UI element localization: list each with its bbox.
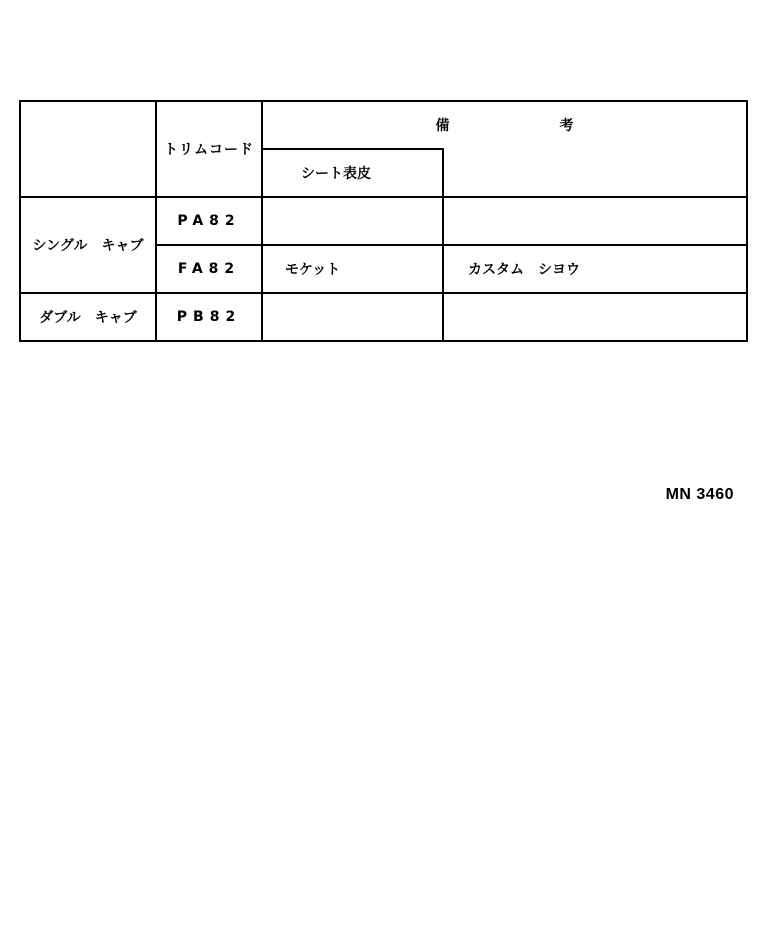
table-row <box>20 197 747 245</box>
model-header-cell <box>20 101 156 197</box>
note-header-cell <box>443 149 747 197</box>
trim-code-cell: PA82 <box>156 197 262 245</box>
remarks-header <box>262 101 747 149</box>
note-cell <box>443 197 747 245</box>
model-cell-double-cab: ダブル キャブ <box>20 293 156 341</box>
trim-code-cell: FA82 <box>156 245 262 293</box>
document-id: MN 3460 <box>665 486 734 503</box>
seat-cover-cell: モケット <box>262 245 443 293</box>
trim-code-cell: PB82 <box>156 293 262 341</box>
table-row <box>20 293 747 341</box>
note-cell <box>443 293 747 341</box>
model-cell-single-cab: シングル キャブ <box>20 197 156 293</box>
remarks-label-part2: 考 <box>559 118 574 134</box>
seat-cover-cell <box>262 293 443 341</box>
table-header-row <box>20 101 747 149</box>
seat-cover-cell <box>262 197 443 245</box>
trim-code-header: トリムコード <box>156 101 262 197</box>
remarks-label-part1: 備 <box>435 118 450 134</box>
note-cell: カスタム シヨウ <box>443 245 747 293</box>
trim-code-table <box>19 100 748 342</box>
seat-cover-header: シート表皮 <box>262 149 443 197</box>
